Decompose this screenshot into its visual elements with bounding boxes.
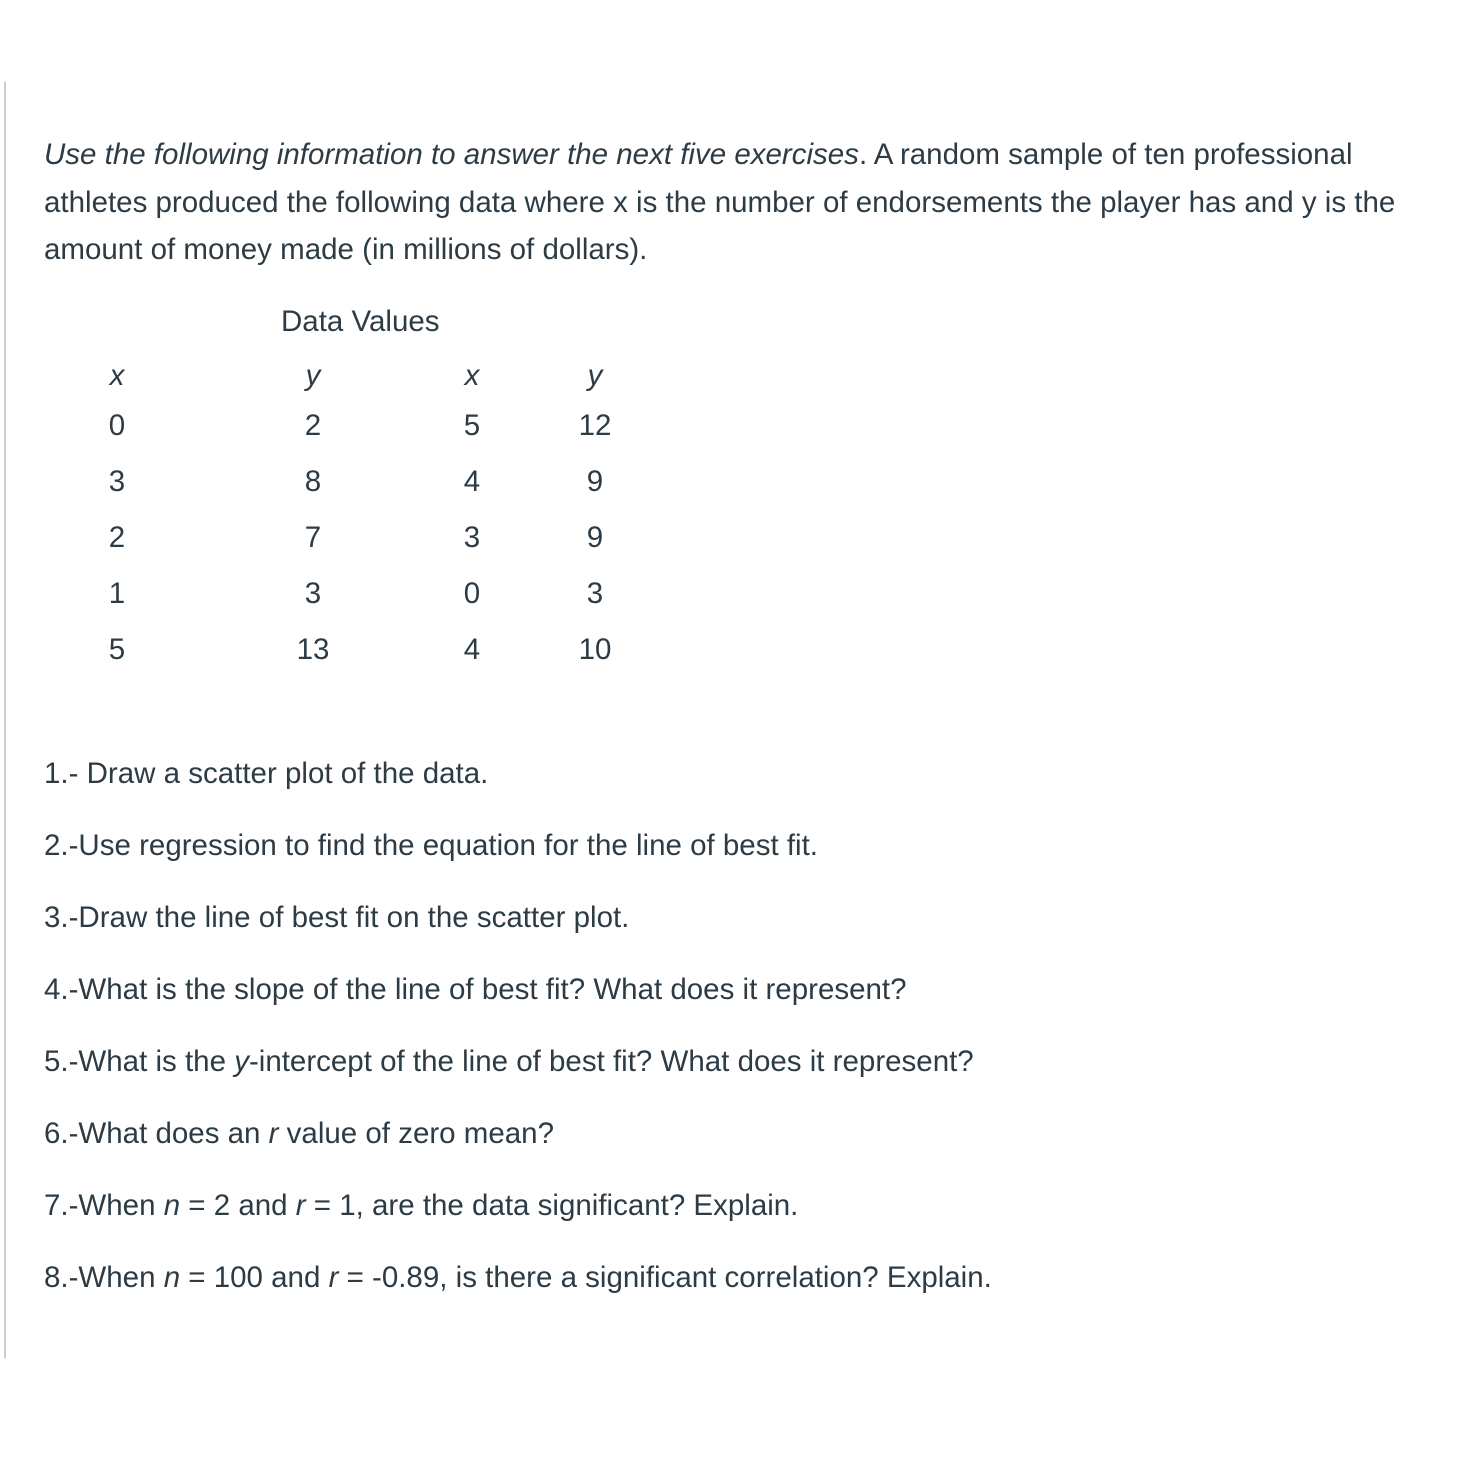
table-cell-r5-c1: 5 [108, 633, 126, 666]
exercise-list [44, 752, 992, 1328]
table-cell-r4-c3: 0 [463, 577, 481, 610]
exercise-text: = 1, are the data significant? Explain. [305, 1189, 799, 1222]
math-variable: r [295, 1189, 306, 1222]
exercise-text: = 2 and [180, 1189, 296, 1222]
table-cell-r5-c2: 13 [296, 633, 330, 666]
exercise-5 [44, 1040, 992, 1112]
intro-text-3: is the amount of money made (in millions of dollars). [44, 185, 1396, 266]
table-header-y-col4: y [587, 359, 603, 392]
table-cell-r3-c2: 7 [304, 521, 322, 554]
math-variable: n [163, 1261, 181, 1294]
exercise-3 [44, 896, 992, 968]
table-cell-r1-c4: 12 [578, 409, 612, 442]
exercise-text: 8.-When [44, 1261, 164, 1294]
exercise-text: 6.-What does an [44, 1117, 269, 1150]
table-header-x-col3: x [464, 359, 480, 392]
table-header-y-col2: y [305, 359, 321, 392]
table-cell-r1-c1: 0 [108, 409, 126, 442]
exercise-text: -intercept of the line of best fit? What does it represent? [248, 1045, 974, 1078]
table-cell-r5-c4: 10 [578, 633, 612, 666]
table-cell-r4-c1: 1 [108, 577, 126, 610]
intro-var-x: x [613, 185, 628, 219]
math-variable: y [234, 1045, 249, 1078]
exercise-text: value of zero mean? [278, 1117, 554, 1150]
table-cell-r4-c2: 3 [304, 577, 322, 610]
exercise-text: 5.-What is the [44, 1045, 235, 1078]
intro-italic-lead: Use the following information to answer the next five exercises [44, 138, 859, 171]
table-cell-r5-c3: 4 [463, 633, 481, 666]
exercise-text: = -0.89, is there a significant correlation? Explain. [338, 1261, 992, 1294]
exercise-6 [44, 1112, 992, 1184]
intro-paragraph [44, 131, 1454, 274]
math-variable: n [163, 1189, 181, 1222]
table-cell-r1-c2: 2 [304, 409, 322, 442]
intro-var-y: y [1301, 185, 1317, 219]
table-header-x-col1: x [109, 359, 125, 392]
table-cell-r3-c1: 2 [108, 521, 126, 554]
table-cell-r4-c4: 3 [586, 577, 604, 610]
exercise-2 [44, 824, 992, 896]
table-cell-r2-c3: 4 [463, 465, 481, 498]
exercise-text: 7.-When [44, 1189, 164, 1222]
table-cell-r2-c4: 9 [586, 465, 604, 498]
exercise-7 [44, 1184, 992, 1256]
table-title: Data Values [281, 305, 440, 338]
math-variable: r [268, 1117, 279, 1150]
left-border-rule [4, 82, 6, 1358]
table-cell-r1-c3: 5 [463, 409, 481, 442]
intro-text-1: . A random sample of ten professional athletes produced the following data where [44, 138, 1353, 219]
exercise-text: 4.-What is the slope of the line of best fit? What does it represent? [44, 973, 907, 1006]
exercise-text: 1.- Draw a scatter plot of the data. [44, 757, 489, 790]
table-cell-r3-c3: 3 [463, 521, 481, 554]
table-cell-r2-c2: 8 [304, 465, 322, 498]
exercise-text: 3.-Draw the line of best fit on the scatter plot. [44, 901, 630, 934]
exercise-text: 2.-Use regression to find the equation for the line of best fit. [44, 829, 819, 862]
exercise-text: = 100 and [180, 1261, 329, 1294]
exercise-1 [44, 752, 992, 824]
exercise-8 [44, 1256, 992, 1328]
intro-text-2: is the number of endorsements the player has and [627, 185, 1302, 219]
math-variable: r [328, 1261, 339, 1294]
table-cell-r3-c4: 9 [586, 521, 604, 554]
exercise-4 [44, 968, 992, 1040]
table-cell-r2-c1: 3 [108, 465, 126, 498]
